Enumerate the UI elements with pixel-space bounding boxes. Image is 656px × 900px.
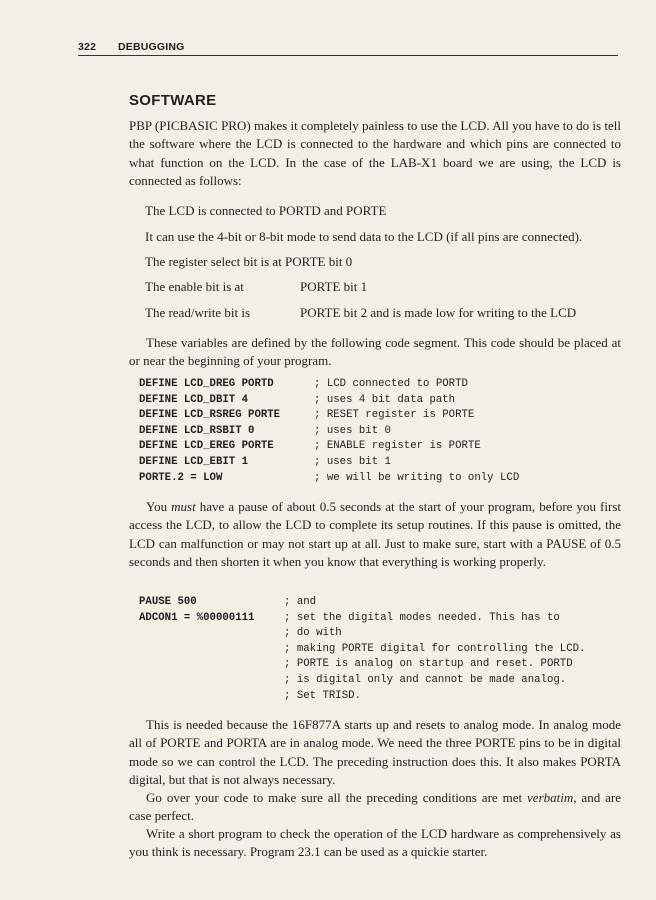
code-line: DEFINE LCD_EREG PORTE ; ENABLE register is PORTE xyxy=(139,440,481,453)
connection-line: The LCD is connected to PORTD and PORTE xyxy=(145,203,387,218)
test-program-paragraph: Write a short program to check the operation of the LCD hardware as comprehensively as you think is necessary. Program 23.1 can be used as a quickie starter. xyxy=(129,826,621,860)
intro-paragraph: PBP (PICBASIC PRO) makes it completely painless to use the LCD. All you have to do is tell the software where the LCD is connected to the hardware and which pins are connected to what function on the LCD. In the case of the LAB-X1 board we are using, the LCD is connected as follows: xyxy=(129,118,621,189)
connection-line: It can use the 4-bit or 8-bit mode to send data to the LCD (if all pins are connected). xyxy=(145,229,583,244)
code-block-adcon xyxy=(139,595,629,704)
code-line: PAUSE 500 ; and xyxy=(139,596,317,608)
chapter-title: DEBUGGING xyxy=(118,41,185,53)
code-line: DEFINE LCD_DBIT 4 ; uses 4 bit data path xyxy=(139,393,456,406)
code-line: ; is digital only and cannot be made analog. xyxy=(284,673,567,686)
code-line: ; making PORTE digital for controlling the LCD. xyxy=(284,642,586,655)
enable-bit-label: The enable bit is at xyxy=(145,279,244,294)
code-line: ; PORTE is analog on startup and reset. PORTD xyxy=(284,658,573,671)
read-write-bit-label: The read/write bit is xyxy=(145,305,251,320)
code-line: ; Set TRISD. xyxy=(284,689,361,702)
code-line: DEFINE LCD_RSREG PORTE ; RESET register is PORTE xyxy=(139,409,475,422)
section-heading: SOFTWARE xyxy=(129,92,217,109)
connection-line: The register select bit is at PORTE bit 0 xyxy=(145,254,353,269)
code-line: DEFINE LCD_EBIT 1 ; uses bit 1 xyxy=(139,455,391,468)
pause-paragraph: You must have a pause of about 0.5 seconds at the start of your program, before you first access the LCD, to allow the LCD to complete its setup routines. If this pause is omitted, the LCD can malfunction or may not start up at all. Just to make sure, start with a PAUSE of 0.5 seconds and then shorten it when you know that everything is working properly. xyxy=(129,499,621,570)
analog-mode-paragraph: This is needed because the 16F877A starts up and resets to analog mode. In analog mode all of PORTE and PORTA are in analog mode. We need the three PORTE pins to be in digital mode so we can control the LCD. The preceding instruction does this. It also makes PORTA digital, but that is not always necessary. xyxy=(129,717,621,788)
code-line: ADCON1 = %00000111 ; set the digital modes needed. This has to xyxy=(139,611,560,624)
verbatim-paragraph: Go over your code to make sure all the preceding conditions are met verbatim, and are case perfect. xyxy=(129,790,621,824)
page-number: 322 xyxy=(78,41,97,53)
code-block-defines xyxy=(139,377,629,486)
code-line: PORTE.2 = LOW ; we will be writing to only LCD xyxy=(139,471,520,484)
running-head xyxy=(78,41,618,56)
code-line: DEFINE LCD_RSBIT 0 ; uses bit 0 xyxy=(139,424,391,437)
emphasis: must xyxy=(171,499,196,514)
enable-bit-value: PORTE bit 1 xyxy=(300,279,368,294)
variables-paragraph: These variables are defined by the following code segment. This code should be placed at or near the beginning of your program. xyxy=(129,335,621,369)
read-write-bit-value: PORTE bit 2 and is made low for writing to the LCD xyxy=(300,305,577,320)
emphasis: verbatim xyxy=(527,790,574,805)
code-line: DEFINE LCD_DREG PORTD ; LCD connected to PORTD xyxy=(139,378,468,390)
code-line: ; do with xyxy=(284,627,342,640)
